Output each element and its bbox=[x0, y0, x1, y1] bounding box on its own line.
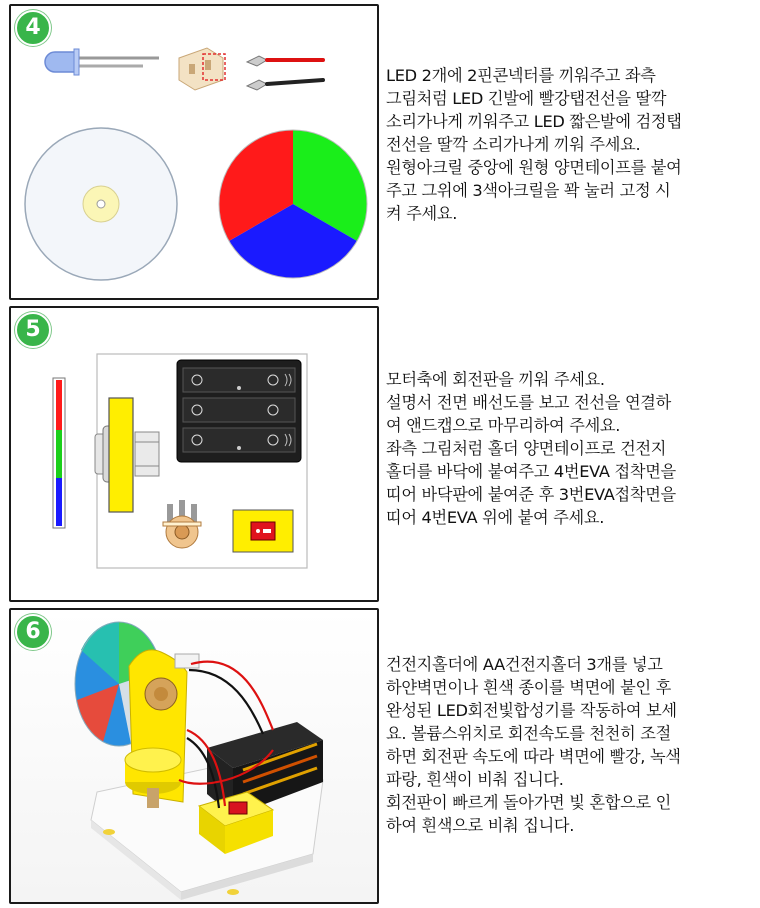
text-line: 회전판이 빠르게 돌아가면 빛 혼합으로 인 bbox=[386, 793, 671, 812]
step-6-photo bbox=[9, 608, 379, 904]
step-number-badge: 5 bbox=[15, 312, 51, 348]
step-4-drawing bbox=[11, 6, 377, 298]
power-switch-icon bbox=[233, 510, 293, 552]
tricolor-acrylic-disc bbox=[219, 130, 367, 278]
text-line: 하면 회전판 속도에 따라 벽면에 빨강, 녹색 bbox=[386, 747, 681, 766]
rotating-disc-side bbox=[53, 378, 65, 528]
text-line: LED 2개에 2핀콘넥터를 끼워주고 좌측 bbox=[386, 66, 656, 85]
step-6-description bbox=[386, 653, 756, 837]
text-line: 띠어 바닥판에 붙여준 후 3번EVA접착면을 bbox=[386, 485, 676, 504]
text-line: 주고 그위에 3색아크릴을 꽉 눌러 고정 시 bbox=[386, 181, 671, 200]
led-icon bbox=[45, 49, 159, 75]
text-line: 모터축에 회전판을 끼워 주세요. bbox=[386, 370, 605, 389]
text-line: 홀더를 바닥에 붙여주고 4번EVA 접착면을 bbox=[386, 462, 676, 481]
step-5-description bbox=[386, 368, 756, 529]
text-line: 완성된 LED회전빛합성기를 작동하여 보세 bbox=[386, 701, 677, 720]
text-line: 소리가나게 끼워주고 LED 짧은발에 검정탭 bbox=[386, 112, 682, 131]
text-line: 그림처럼 LED 긴발에 빨강탭전선을 딸깍 bbox=[386, 89, 667, 108]
motor-holder bbox=[109, 398, 133, 512]
assembled-device-photo bbox=[11, 610, 377, 902]
step-4-description bbox=[386, 64, 756, 225]
text-line: 좌측 그림처럼 홀더 양면테이프로 건전지 bbox=[386, 439, 667, 458]
text-line: 하여 흰색으로 비춰 집니다. bbox=[386, 816, 575, 835]
text-line: 띠어 4번EVA 위에 붙여 주세요. bbox=[386, 508, 605, 527]
text-line: 요. 볼륨스위치로 회전속도를 천천히 조절 bbox=[386, 724, 671, 743]
text-line: 원형아크릴 중앙에 원형 양면테이프를 붙여 bbox=[386, 158, 682, 177]
text-line: 켜 주세요. bbox=[386, 204, 458, 223]
step-5-illustration bbox=[9, 306, 379, 602]
pin-connector-icon bbox=[179, 48, 225, 90]
tab-wires-icon bbox=[247, 56, 323, 90]
step-4-illustration bbox=[9, 4, 379, 300]
text-line: 파랑, 흰색이 비춰 집니다. bbox=[386, 770, 564, 789]
step-5-drawing bbox=[11, 308, 377, 600]
text-line: 전선을 딸깍 소리가나게 끼워 주세요. bbox=[386, 135, 641, 154]
text-line: 건전지홀더에 AA건전지홀더 3개를 넣고 bbox=[386, 655, 663, 674]
round-acrylic-disc bbox=[25, 128, 177, 280]
step-number-badge: 4 bbox=[15, 10, 51, 46]
volume-knob-icon bbox=[163, 500, 201, 548]
battery-holder-icon bbox=[177, 360, 301, 462]
text-line: 하얀벽면이나 흰색 종이를 벽면에 붙인 후 bbox=[386, 678, 671, 697]
step-number-badge: 6 bbox=[15, 614, 51, 650]
text-line: 여 앤드캡으로 마무리하여 주세요. bbox=[386, 416, 621, 435]
text-line: 설명서 전면 배선도를 보고 전선을 연결하 bbox=[386, 393, 671, 412]
